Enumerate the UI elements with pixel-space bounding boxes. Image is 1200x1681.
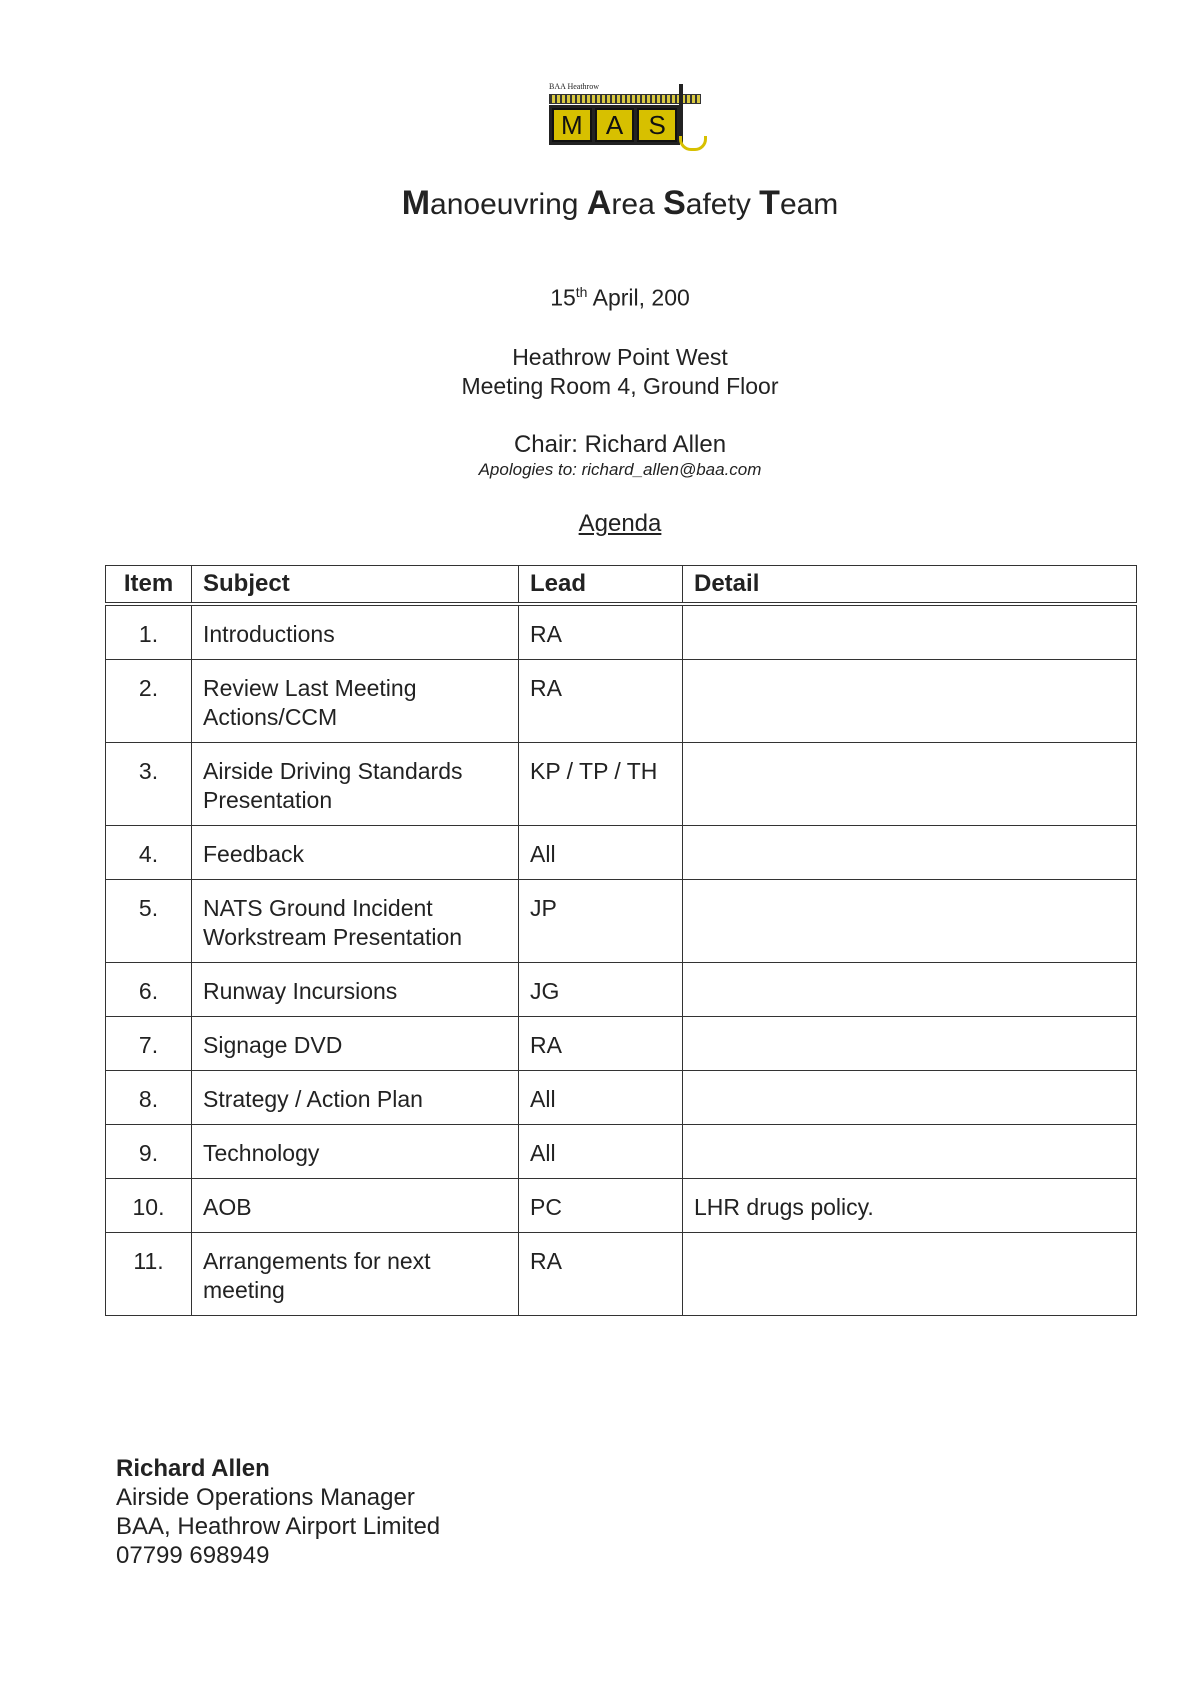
table-row bbox=[106, 1179, 1137, 1233]
header-subject: Subject bbox=[192, 566, 519, 605]
table-row bbox=[106, 880, 1137, 963]
mast-logo bbox=[543, 78, 713, 158]
header-detail: Detail bbox=[683, 566, 1137, 605]
row-item: 9. bbox=[106, 1125, 192, 1179]
location-building: Heathrow Point West bbox=[512, 344, 728, 370]
row-subject: Review Last Meeting Actions/CCM bbox=[192, 660, 519, 743]
apologies-contact: Apologies to: richard_allen@baa.com bbox=[478, 460, 762, 479]
signatory-name: Richard Allen bbox=[116, 1455, 270, 1482]
row-lead: KP / TP / TH bbox=[519, 743, 683, 826]
signatory-phone: 07799 698949 bbox=[116, 1542, 270, 1569]
row-lead: RA bbox=[519, 1017, 683, 1071]
table-row bbox=[106, 743, 1137, 826]
signature-block bbox=[116, 1454, 440, 1570]
logo-tile-m: M bbox=[552, 108, 592, 142]
row-detail bbox=[683, 880, 1137, 963]
logo-pole bbox=[679, 84, 683, 144]
location-room: Meeting Room 4, Ground Floor bbox=[461, 373, 779, 399]
row-subject: Strategy / Action Plan bbox=[192, 1071, 519, 1125]
agenda-table bbox=[105, 565, 1137, 1316]
logo-tile-a: A bbox=[595, 108, 635, 142]
row-detail bbox=[683, 1125, 1137, 1179]
agenda-heading: Agenda bbox=[578, 510, 662, 537]
signatory-role: Airside Operations Manager bbox=[116, 1484, 415, 1511]
row-detail bbox=[683, 826, 1137, 880]
row-lead: PC bbox=[519, 1179, 683, 1233]
baa-heathrow-brand: BAA Heathrow bbox=[549, 82, 599, 91]
table-row bbox=[106, 826, 1137, 880]
meeting-date: 15th April, 200 bbox=[550, 284, 690, 311]
row-detail bbox=[683, 1017, 1137, 1071]
row-detail bbox=[683, 660, 1137, 743]
row-lead: All bbox=[519, 1071, 683, 1125]
header-lead: Lead bbox=[519, 566, 683, 605]
row-lead: All bbox=[519, 1125, 683, 1179]
row-lead: RA bbox=[519, 604, 683, 660]
row-item: 7. bbox=[106, 1017, 192, 1071]
row-lead: All bbox=[519, 826, 683, 880]
row-lead: RA bbox=[519, 1233, 683, 1316]
row-subject: Technology bbox=[192, 1125, 519, 1179]
signatory-company: BAA, Heathrow Airport Limited bbox=[116, 1513, 441, 1540]
table-header-row bbox=[106, 566, 1137, 605]
row-item: 1. bbox=[106, 604, 192, 660]
row-detail bbox=[683, 1071, 1137, 1125]
row-subject: Signage DVD bbox=[192, 1017, 519, 1071]
row-item: 2. bbox=[106, 660, 192, 743]
table-row bbox=[106, 1017, 1137, 1071]
logo-tiles bbox=[549, 105, 680, 145]
row-lead: RA bbox=[519, 660, 683, 743]
page-title: Manoeuvring Area Safety Team bbox=[401, 184, 839, 222]
row-item: 8. bbox=[106, 1071, 192, 1125]
row-item: 5. bbox=[106, 880, 192, 963]
row-subject: Airside Driving Standards Presentation bbox=[192, 743, 519, 826]
row-detail bbox=[683, 604, 1137, 660]
row-detail bbox=[683, 963, 1137, 1017]
table-row bbox=[106, 1071, 1137, 1125]
row-subject: Introductions bbox=[192, 604, 519, 660]
logo-hook-icon bbox=[679, 136, 707, 151]
row-detail: LHR drugs policy. bbox=[683, 1179, 1137, 1233]
row-item: 3. bbox=[106, 743, 192, 826]
row-item: 6. bbox=[106, 963, 192, 1017]
row-detail bbox=[683, 743, 1137, 826]
row-lead: JP bbox=[519, 880, 683, 963]
table-row bbox=[106, 963, 1137, 1017]
row-item: 10. bbox=[106, 1179, 192, 1233]
row-detail bbox=[683, 1233, 1137, 1316]
row-item: 11. bbox=[106, 1233, 192, 1316]
row-item: 4. bbox=[106, 826, 192, 880]
row-subject: Arrangements for next meeting bbox=[192, 1233, 519, 1316]
row-subject: NATS Ground Incident Workstream Presentation bbox=[192, 880, 519, 963]
header-item: Item bbox=[106, 566, 192, 605]
row-subject: Runway Incursions bbox=[192, 963, 519, 1017]
table-row bbox=[106, 1233, 1137, 1316]
logo-tile-s: S bbox=[637, 108, 677, 142]
row-subject: AOB bbox=[192, 1179, 519, 1233]
table-row bbox=[106, 604, 1137, 660]
meeting-chair: Chair: Richard Allen bbox=[513, 431, 727, 458]
row-lead: JG bbox=[519, 963, 683, 1017]
row-subject: Feedback bbox=[192, 826, 519, 880]
table-row bbox=[106, 1125, 1137, 1179]
table-row bbox=[106, 660, 1137, 743]
